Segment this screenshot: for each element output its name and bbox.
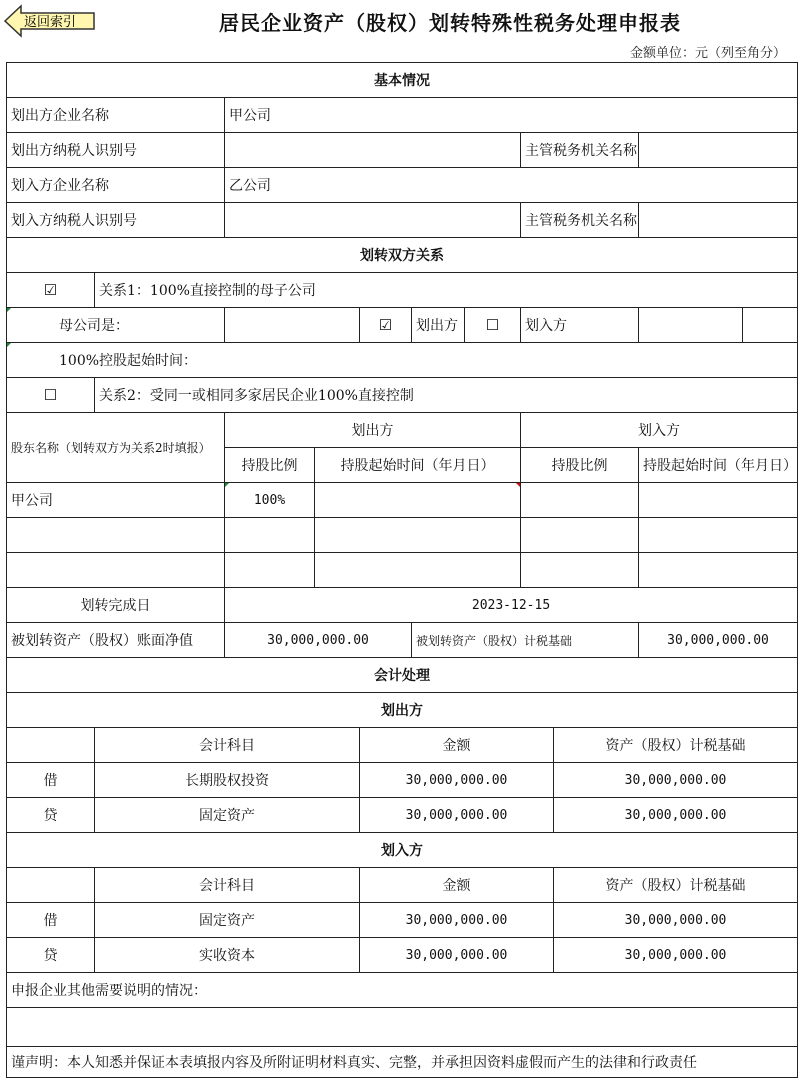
transferor-tin-label: 划出方纳税人识别号 <box>7 133 225 168</box>
transferee-ratio-cell[interactable] <box>521 553 639 588</box>
subject-cell[interactable]: 固定资产 <box>95 798 360 833</box>
transferor-ratio-cell[interactable] <box>225 553 315 588</box>
subject-column-header: 会计科目 <box>95 868 360 903</box>
book-value-label: 被划转资产（股权）账面净值 <box>7 623 225 658</box>
shareholder-row-empty <box>7 518 798 553</box>
transferee-ratio-header: 持股比例 <box>521 448 639 483</box>
transferor-name-field[interactable]: 甲公司 <box>225 98 798 133</box>
transferor-ratio-cell[interactable] <box>225 483 315 518</box>
parent-extra-cell-1 <box>639 308 743 343</box>
transferor-tin-field[interactable] <box>225 133 521 168</box>
parent-company-blank <box>225 308 360 343</box>
transferor-ratio-header: 持股比例 <box>225 448 315 483</box>
transferor-tin-row <box>7 133 798 168</box>
section-header-relation <box>7 238 798 273</box>
transferor-start-cell[interactable] <box>315 483 521 518</box>
notes-row <box>7 973 798 1008</box>
accounting-transferor-header-row <box>7 693 798 728</box>
accounting-row <box>7 938 798 973</box>
transferee-name-label: 划入方企业名称 <box>7 168 225 203</box>
control-start-label-text: 100%控股起始时间： <box>59 353 198 369</box>
amount-cell[interactable]: 30,000,000.00 <box>360 798 554 833</box>
dc-header-blank <box>7 728 95 763</box>
parent-extra-cell-2 <box>743 308 798 343</box>
relation-header: 划转双方关系 <box>7 238 798 273</box>
transferee-ratio-cell[interactable] <box>521 483 639 518</box>
debit-credit-cell: 借 <box>7 903 95 938</box>
shareholder-row <box>7 483 798 518</box>
amount-cell[interactable]: 30,000,000.00 <box>360 903 554 938</box>
notes-label: 申报企业其他需要说明的情况： <box>7 973 798 1008</box>
shareholder-header-row-1 <box>7 413 798 448</box>
accounting-header: 会计处理 <box>7 658 798 693</box>
section-header-accounting <box>7 658 798 693</box>
basic-info-header: 基本情况 <box>7 63 798 98</box>
debit-credit-cell: 借 <box>7 763 95 798</box>
parent-is-transferee-checkbox[interactable]: ☐ <box>465 308 521 343</box>
back-to-index-button[interactable] <box>4 4 96 38</box>
back-to-index-label: 返回索引 <box>24 15 77 30</box>
declaration-form-table <box>6 62 798 1078</box>
transferee-name-row <box>7 168 798 203</box>
subject-cell[interactable]: 长期股权投资 <box>95 763 360 798</box>
transferor-ratio-text: 100% <box>253 492 286 508</box>
accounting-columns-row <box>7 728 798 763</box>
declaration-text: 谨声明：本人知悉并保证本表填报内容及所附证明材料真实、完整，并承担因资料虚假而产生的法律和行政责任 <box>7 1047 798 1078</box>
parent-is-transferor-label: 划出方 <box>412 308 465 343</box>
transferor-tax-authority-label: 主管税务机关名称 <box>521 133 639 168</box>
subject-column-header: 会计科目 <box>95 728 360 763</box>
accounting-transferee-header: 划入方 <box>7 833 798 868</box>
relation-1-label: 关系1：100%直接控制的母子公司 <box>95 273 798 308</box>
cell-marker <box>225 483 229 487</box>
basis-column-header: 资产（股权）计税基础 <box>554 728 798 763</box>
shareholder-name-cell[interactable] <box>7 518 225 553</box>
completion-date-label: 划转完成日 <box>7 588 225 623</box>
shareholder-row-empty <box>7 553 798 588</box>
dc-header-blank <box>7 868 95 903</box>
parent-is-transferee-label: 划入方 <box>521 308 639 343</box>
transferee-ratio-cell[interactable] <box>521 518 639 553</box>
cell-marker <box>7 343 11 347</box>
debit-credit-cell: 贷 <box>7 938 95 973</box>
transferee-tin-label: 划入方纳税人识别号 <box>7 203 225 238</box>
subject-cell[interactable]: 固定资产 <box>95 903 360 938</box>
page-title: 居民企业资产（股权）划转特殊性税务处理申报表 <box>219 11 681 35</box>
transferee-name-field[interactable]: 乙公司 <box>225 168 798 203</box>
parent-company-label-text: 母公司是： <box>59 318 129 334</box>
debit-credit-cell: 贷 <box>7 798 95 833</box>
relation-2-label: 关系2：受同一或相同多家居民企业100%直接控制 <box>95 378 798 413</box>
shareholder-name-header: 股东名称（划转双方为关系2时填报） <box>7 413 225 483</box>
shareholder-transferor-header: 划出方 <box>225 413 521 448</box>
tax-basis-field[interactable]: 30,000,000.00 <box>639 623 798 658</box>
transferor-ratio-cell[interactable] <box>225 518 315 553</box>
shareholder-transferee-header: 划入方 <box>521 413 798 448</box>
cell-marker <box>516 483 520 487</box>
parent-company-row <box>7 308 798 343</box>
amount-unit-note: 金额单位：元（列至角分） <box>629 46 786 61</box>
transferee-start-cell[interactable] <box>639 553 798 588</box>
cell-marker <box>7 308 11 312</box>
basis-cell[interactable]: 30,000,000.00 <box>554 798 798 833</box>
subject-cell[interactable]: 实收资本 <box>95 938 360 973</box>
shareholder-name-cell[interactable]: 甲公司 <box>7 483 225 518</box>
amount-column-header: 金额 <box>360 868 554 903</box>
parent-company-label <box>7 308 225 343</box>
book-value-field[interactable]: 30,000,000.00 <box>225 623 412 658</box>
amount-cell[interactable]: 30,000,000.00 <box>360 938 554 973</box>
transferee-start-cell[interactable] <box>639 518 798 553</box>
completion-date-row <box>7 588 798 623</box>
relation-1-checkbox[interactable]: ☑ <box>7 273 95 308</box>
parent-is-transferor-checkbox[interactable]: ☑ <box>360 308 412 343</box>
transferee-tax-authority-field[interactable] <box>639 203 798 238</box>
basis-cell[interactable]: 30,000,000.00 <box>554 763 798 798</box>
amount-column-header: 金额 <box>360 728 554 763</box>
accounting-columns-row <box>7 868 798 903</box>
basis-cell[interactable]: 30,000,000.00 <box>554 938 798 973</box>
notes-field[interactable] <box>7 1008 798 1047</box>
transferor-tax-authority-field[interactable] <box>639 133 798 168</box>
relation-2-row <box>7 378 798 413</box>
accounting-row <box>7 798 798 833</box>
control-start-row <box>7 343 798 378</box>
basis-cell[interactable]: 30,000,000.00 <box>554 903 798 938</box>
transferee-tin-row <box>7 203 798 238</box>
transferee-start-cell[interactable] <box>639 483 798 518</box>
notes-input-row <box>7 1008 798 1047</box>
relation-2-checkbox[interactable]: ☐ <box>7 378 95 413</box>
relation-1-row <box>7 273 798 308</box>
transferor-name-row <box>7 98 798 133</box>
transferor-start-cell[interactable] <box>315 553 521 588</box>
transferee-tin-field[interactable] <box>225 203 521 238</box>
accounting-transferee-header-row <box>7 833 798 868</box>
transferee-start-header: 持股起始时间（年月日） <box>639 448 798 483</box>
completion-date-field[interactable]: 2023-12-15 <box>225 588 798 623</box>
transferee-tax-authority-label: 主管税务机关名称 <box>521 203 639 238</box>
transferor-name-label: 划出方企业名称 <box>7 98 225 133</box>
accounting-row <box>7 763 798 798</box>
declaration-row <box>7 1047 798 1078</box>
transferor-start-header: 持股起始时间（年月日） <box>315 448 521 483</box>
control-start-label[interactable] <box>7 343 798 378</box>
section-header-basic <box>7 63 798 98</box>
basis-column-header: 资产（股权）计税基础 <box>554 868 798 903</box>
accounting-row <box>7 903 798 938</box>
accounting-transferor-header: 划出方 <box>7 693 798 728</box>
transferor-start-cell[interactable] <box>315 518 521 553</box>
tax-basis-label: 被划转资产（股权）计税基础 <box>412 623 639 658</box>
shareholder-name-cell[interactable] <box>7 553 225 588</box>
amount-cell[interactable]: 30,000,000.00 <box>360 763 554 798</box>
value-row <box>7 623 798 658</box>
